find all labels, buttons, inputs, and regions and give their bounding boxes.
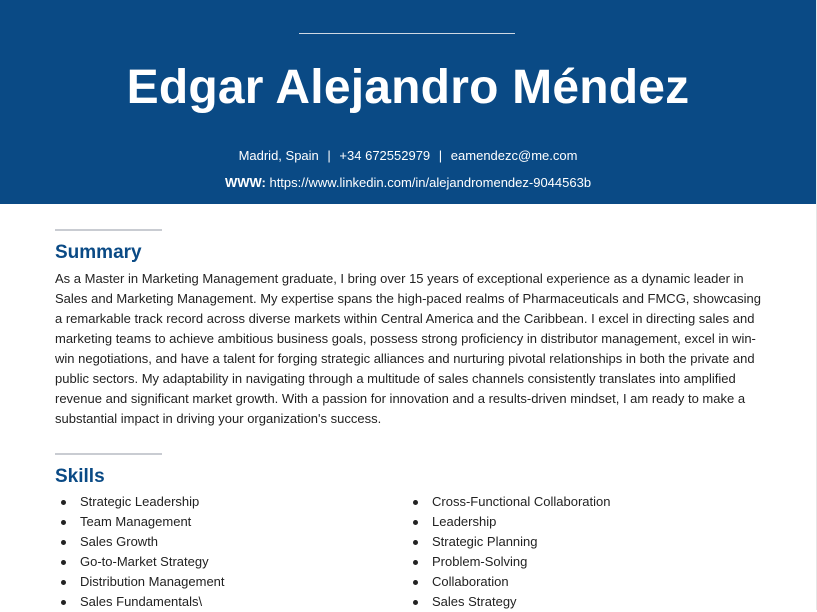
skills-divider xyxy=(55,453,162,455)
website-line xyxy=(0,175,816,191)
skill-item: Team Management xyxy=(55,512,225,532)
skill-item: Leadership xyxy=(407,512,610,532)
contact-email: eamendezc@me.com xyxy=(450,148,578,163)
skill-item: Sales Fundamentals\ xyxy=(55,592,225,612)
candidate-name: Edgar Alejandro Méndez xyxy=(126,61,690,114)
skill-item: Go-to-Market Strategy xyxy=(55,552,225,572)
header-divider xyxy=(299,33,515,34)
resume-header xyxy=(0,0,816,204)
skill-item: Cross-Functional Collaboration xyxy=(407,492,610,512)
skill-item: Collaboration xyxy=(407,572,610,592)
skill-item: Sales Growth xyxy=(55,532,225,552)
skills-list-left xyxy=(55,492,225,612)
contact-separator: | xyxy=(438,148,443,163)
contact-location: Madrid, Spain xyxy=(238,148,319,163)
skill-item: Strategic Planning xyxy=(407,532,610,552)
skill-item: Distribution Management xyxy=(55,572,225,592)
skill-item: Problem-Solving xyxy=(407,552,610,572)
skills-heading: Skills xyxy=(55,466,105,487)
summary-divider xyxy=(55,229,162,231)
skill-item: Sales Strategy xyxy=(407,592,610,612)
website-link[interactable]: https://www.linkedin.com/in/alejandromendez-9044563b xyxy=(269,175,592,190)
skills-list-right xyxy=(407,492,610,612)
contact-phone: +34 672552979 xyxy=(339,148,431,163)
summary-heading: Summary xyxy=(55,242,142,263)
contact-line xyxy=(0,148,816,164)
contact-separator: | xyxy=(327,148,331,163)
summary-text: As a Master in Marketing Management graduate, I bring over 15 years of exceptional experience as a dynamic leader in Sales and Marketing Management. My expertise spans the high-paced realms of Pharmaceuticals and FMCG, showcasing a remarkable track record across diverse markets within Central America and the Caribbean. I excel in directing sales and marketing teams to achieve ambitious business goals, possess strong proficiency in distributor management, excel in win-win negotiations, and have a talent for forging strategic alliances and nurturing pivotal relationships in both the private and public sectors. My adaptability in navigating through a multitude of sales channels consistently translates into amplified revenue and significant market growth. With a passion for innovation and a results-driven mindset, I am ready to make a substantial impact in driving your organization's success. xyxy=(55,271,761,426)
skill-item: Strategic Leadership xyxy=(55,492,225,512)
website-label: WWW: xyxy=(224,175,266,190)
